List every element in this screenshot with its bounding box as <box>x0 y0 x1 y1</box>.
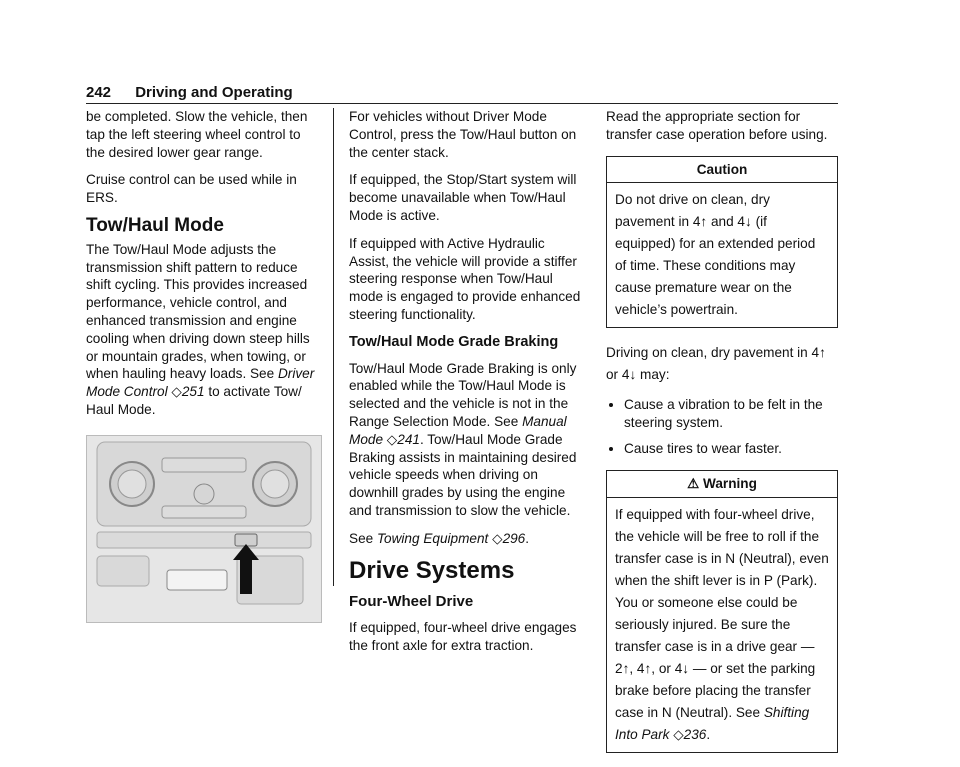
caution-box <box>606 156 838 329</box>
paragraph: The Tow/Haul Mode adjusts the transmission shift pattern to reduce shift cycling. This provides increased performance, vehicle control, and enhanced transmission and engine cooling when driving down steep hills or mountain grades, when towing, or when hauling heavy loads. See Driver Mode Control ◇251 to activate Tow/ Haul Mode. <box>86 241 315 417</box>
warning-title: Warning <box>703 475 757 491</box>
paragraph: Cruise control can be used while in ERS. <box>86 172 297 206</box>
xref-link[interactable]: Towing Equipment <box>376 530 489 546</box>
warning-title-row <box>607 471 837 498</box>
arrow-down-icon: ↓ <box>682 660 690 676</box>
page-ref[interactable]: 241 <box>397 431 420 447</box>
paragraph: Read the appropriate section for transfer case operation before using. <box>606 109 828 142</box>
warning-icon: ⚠ <box>687 475 700 491</box>
page-ref[interactable]: 236 <box>683 726 707 742</box>
ref-icon: ◇ <box>492 530 503 546</box>
ref-icon: ◇ <box>171 384 182 400</box>
list-item: • Cause tires to wear faster. <box>624 440 838 458</box>
heading-four-wheel-drive: Four-Wheel Drive <box>349 593 474 611</box>
arrow-up-icon: ↑ <box>622 660 630 676</box>
arrow-up-icon: ↑ <box>819 345 826 361</box>
warning-body: If equipped with four-wheel drive, the vehicle will be free to roll if the transfer case is in N (Neutral), even when the shift lever is in P (Park). You or someone else could be seriously injured. Be sure the transfer case is in a drive gear — 2↑, 4↑, or 4↓ — or set the parking brake before placing the transfer case in N (Neutral). See Shifting Into Park ◇236. <box>615 506 829 742</box>
paragraph: Driving on clean, dry pavement in 4↑ or 4↓ may: <box>606 345 826 383</box>
page-header <box>86 84 293 101</box>
caution-title: Caution <box>607 157 837 184</box>
header-rule <box>86 103 838 104</box>
bullet-list <box>606 396 838 457</box>
arrow-up-icon: ↑ <box>700 214 708 230</box>
caution-body: Do not drive on clean, dry pavement in 4↑ and 4↓ (if equipped) for an extended period of time. These conditions may cause premature wear on the vehicle’s powertrain. <box>615 192 816 318</box>
arrow-down-icon: ↓ <box>629 367 637 383</box>
xref-link[interactable]: Shifting Into Park <box>615 704 810 742</box>
page-ref[interactable]: 251 <box>181 384 205 400</box>
page-number: 242 <box>86 84 112 101</box>
xref-link[interactable]: Manual Mode <box>349 413 567 447</box>
heading-tow-haul: Tow/Haul Mode <box>86 214 224 236</box>
column-divider <box>333 108 334 586</box>
paragraph: For vehicles without Driver Mode Control, press the Tow/Haul button on the center stack. <box>349 109 577 160</box>
paragraph: If equipped, four-wheel drive engages the front axle for extra traction. <box>349 620 577 653</box>
ref-icon: ◇ <box>386 431 398 447</box>
list-item: • Cause a vibration to be felt in the steering system. <box>624 396 838 432</box>
column-1 <box>86 108 322 623</box>
column-3 <box>606 108 838 767</box>
paragraph: See Towing Equipment ◇296. <box>349 530 530 546</box>
page-ref[interactable]: 296 <box>502 530 526 546</box>
section-title: Driving and Operating <box>135 84 293 101</box>
center-stack-image <box>86 435 322 623</box>
arrow-down-icon: ↓ <box>745 214 752 230</box>
arrow-up-icon: ↑ <box>644 660 652 676</box>
xref-link[interactable]: Driver Mode Control <box>86 366 315 400</box>
warning-box <box>606 470 838 753</box>
paragraph: If equipped, the Stop/Start system will become unavailable when Tow/Haul Mode is active. <box>349 172 577 223</box>
paragraph: If equipped with Active Hydraulic Assist, the vehicle will provide a stiffer steering response when Tow/Haul mode is engaged to provide enhanced steering functionality. <box>349 235 581 322</box>
ref-icon: ◇ <box>673 726 684 742</box>
heading-drive-systems: Drive Systems <box>349 556 515 584</box>
paragraph: Tow/Haul Mode Grade Braking is only enabled while the Tow/Haul Mode is selected and the vehicle is not in the Range Selection Mode. See Manual Mode ◇241. Tow/Haul Mode Grade Braking assists in maintaining desired vehicle speeds when driving on downhill grades by using the engine and transmission to slow the vehicle. <box>349 360 577 518</box>
paragraph: be completed. Slow the vehicle, then tap the left steering wheel control to the desired lower gear range. <box>86 109 308 160</box>
column-2 <box>349 108 585 665</box>
heading-grade-braking: Tow/Haul Mode Grade Braking <box>349 333 559 350</box>
